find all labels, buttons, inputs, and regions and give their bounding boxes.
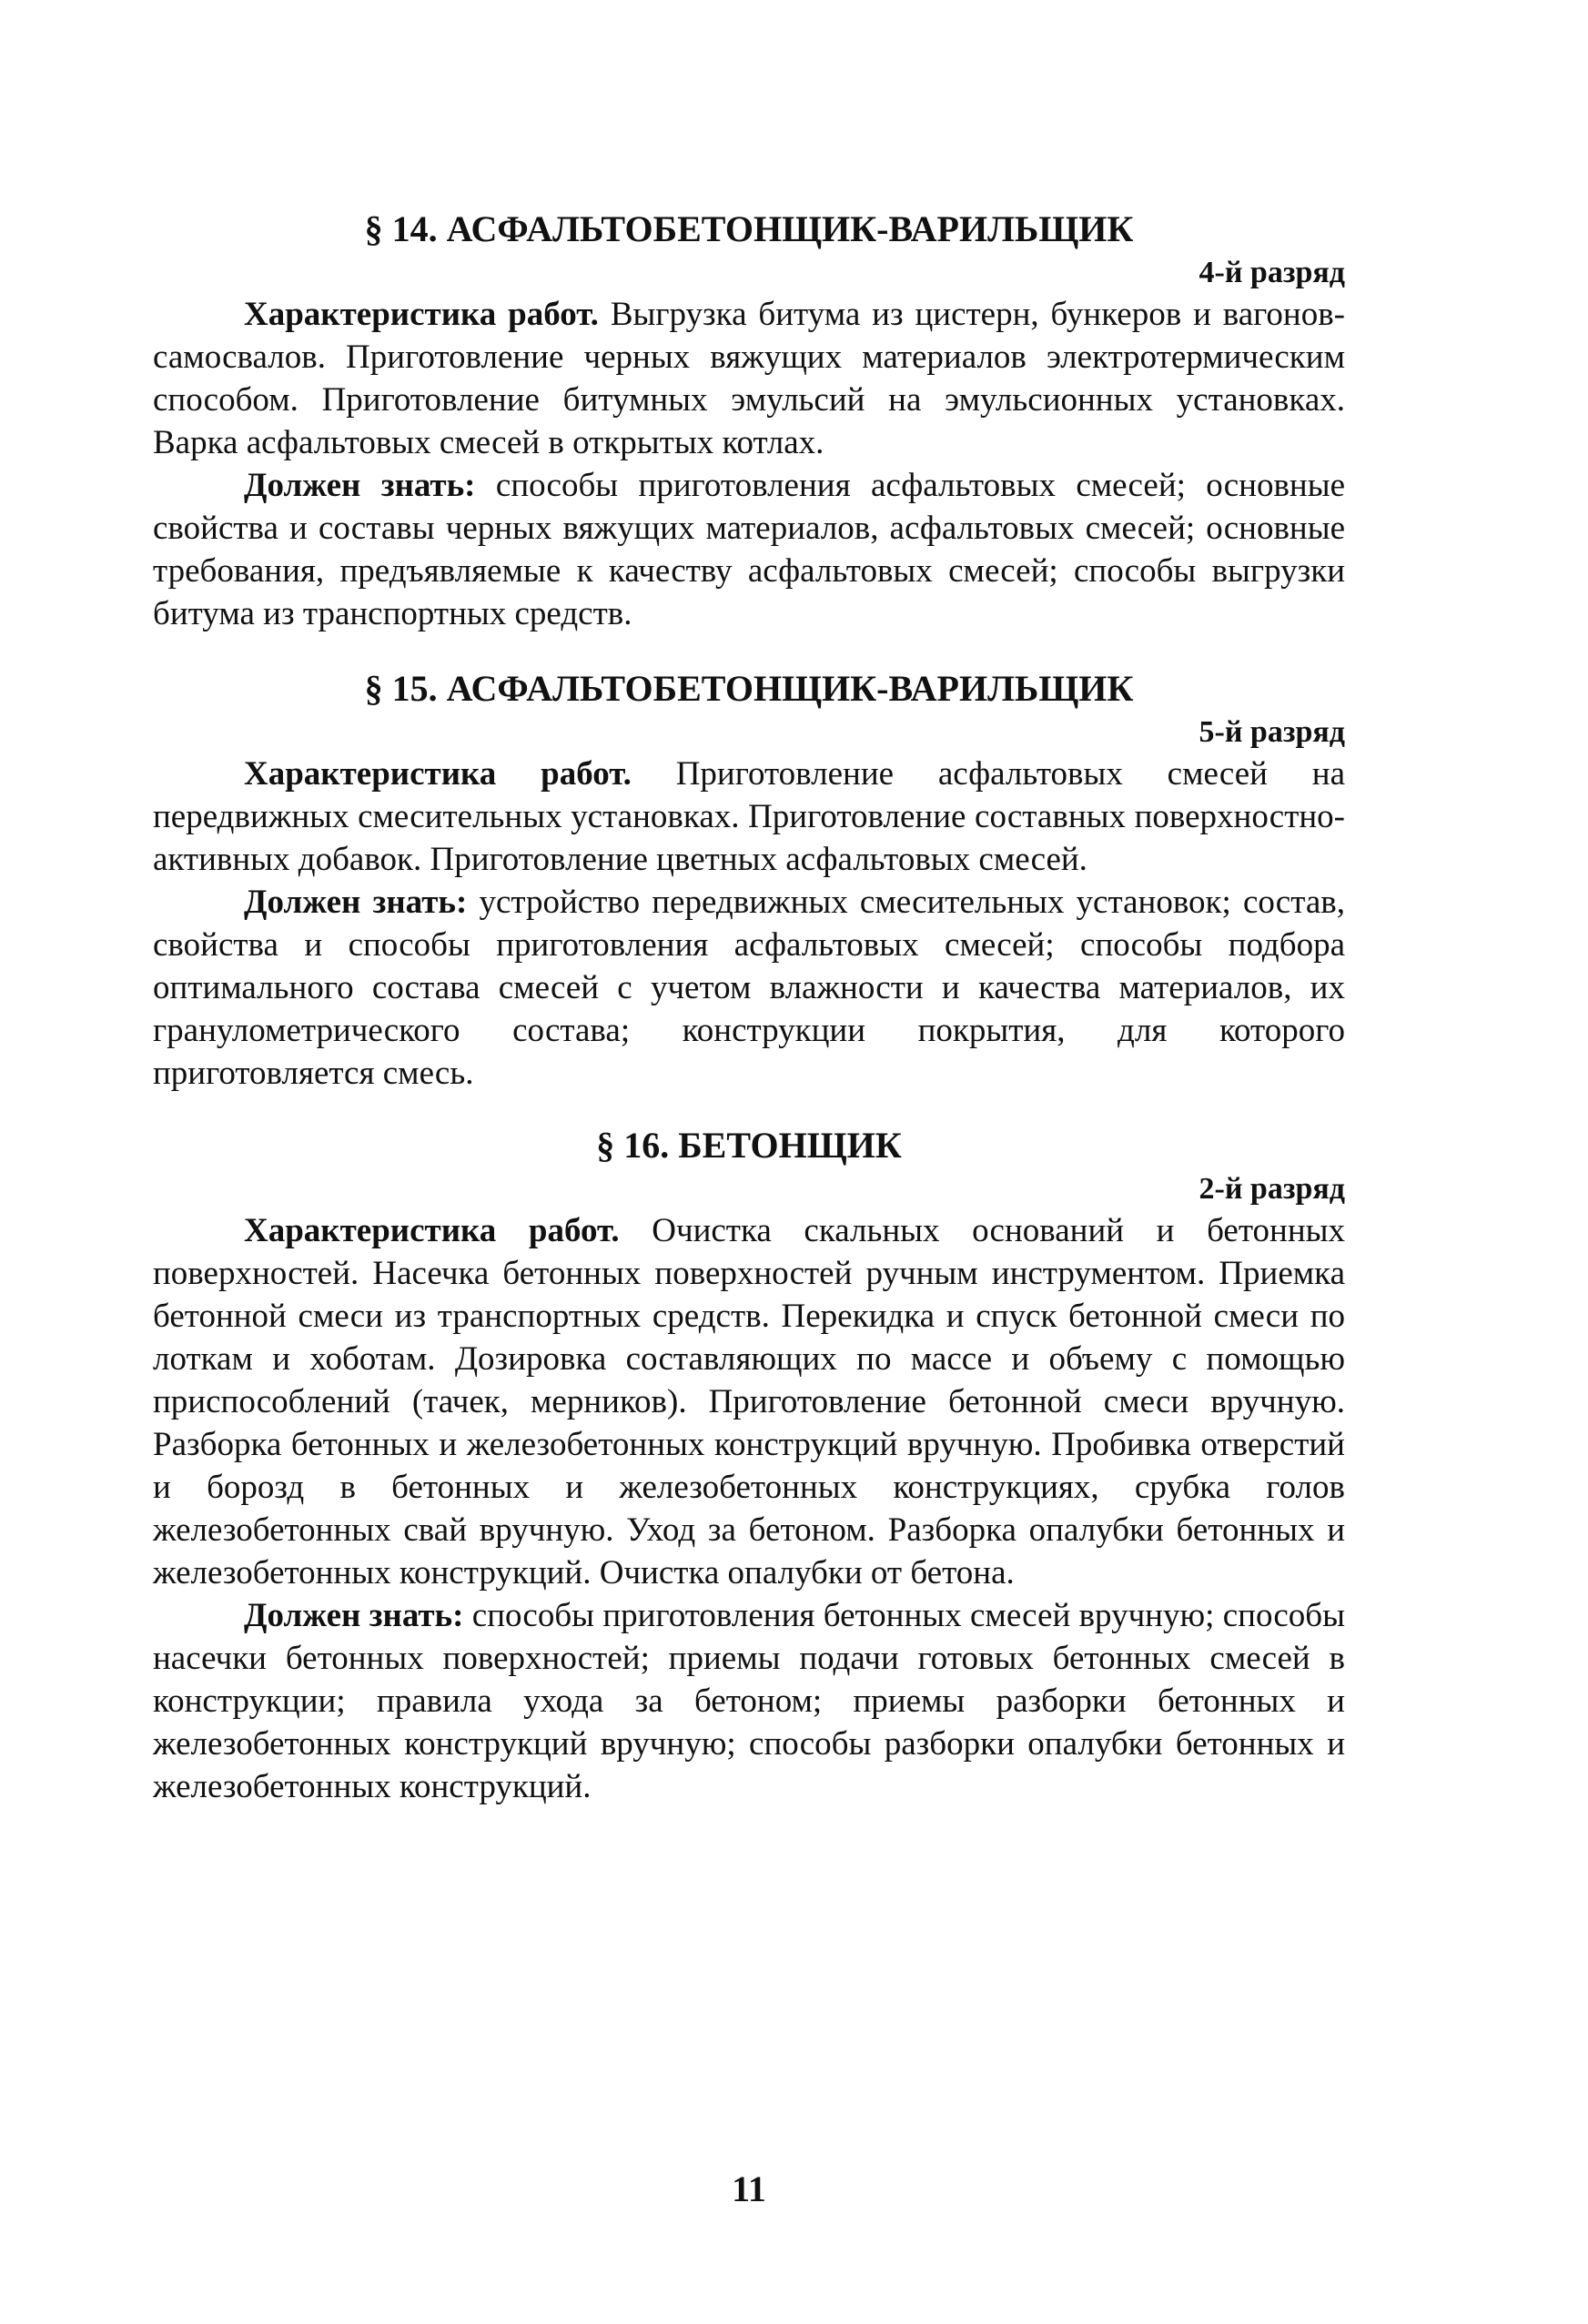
- section-15: [153, 667, 1345, 1095]
- knowledge-requirements: [153, 1594, 1345, 1808]
- work-label: Характеристика работ.: [244, 296, 599, 333]
- work-description: [153, 753, 1345, 881]
- know-label: Должен знать:: [244, 884, 468, 921]
- section-title: § 15. АСФАЛЬТОБЕТОНЩИК-ВАРИЛЬЩИК: [364, 668, 1134, 709]
- work-text: Очистка скальных оснований и бетонных поверхностей. Насечка бетонных поверхностей ручным инструментом. Приемка бетонной смеси из транспортных средств. Перекидка и спуск бетонной смеси по лоткам и хоботам. Дозировка составляющих по массе и объему с помощью приспособлений (тачек, мерников). Приготовление бетонной смеси вручную. Разборка бетонных и железобетонных конструкций вручную. Пробивка отверстий и борозд в бетонных и железобетонных конструкциях, срубка голов железобетонных свай вручную. Уход за бетоном. Разборка опалубки бетонных и железобетонных конструкций. Очистка опалубки от бетона.: [153, 1212, 1345, 1591]
- document-page: [153, 0, 1345, 2324]
- section-title: § 14. АСФАЛЬТОБЕТОНЩИК-ВАРИЛЬЩИК: [364, 208, 1134, 249]
- knowledge-requirements: [153, 464, 1345, 635]
- work-description: [153, 293, 1345, 464]
- work-text: Приготовление асфальтовых смесей на передвижных смесительных установках. Приготовление составных поверхностно-активных добавок. Приготовление цветных асфальтовых смесей.: [153, 755, 1345, 878]
- section-14: [153, 207, 1345, 635]
- know-text: устройство передвижных смесительных установок; состав, свойства и способы приготовления асфальтовых смесей; способы подбора оптимального состава смесей с учетом влажности и качества материалов, их гранулометрического состава; конструкции покрытия, для которого приготовляется смесь.: [153, 884, 1345, 1092]
- section-title: § 16. БЕТОНЩИК: [596, 1125, 902, 1166]
- work-description: [153, 1209, 1345, 1594]
- know-text: способы приготовления бетонных смесей вручную; способы насечки бетонных поверхностей; приемы подачи готовых бетонных смесей в конструкции; правила ухода за бетоном; приемы разборки бетонных и железобетонных конструкций вручную; способы разборки опалубки бетонных и железобетонных конструкций.: [153, 1597, 1345, 1805]
- work-label: Характеристика работ.: [244, 1212, 620, 1249]
- knowledge-requirements: [153, 881, 1345, 1095]
- section-grade: 5-й разряд: [1199, 715, 1345, 749]
- section-grade: 4-й разряд: [1199, 256, 1345, 289]
- work-label: Характеристика работ.: [244, 755, 632, 793]
- section-16: [153, 1124, 1345, 1808]
- know-label: Должен знать:: [244, 1597, 464, 1634]
- page-number: 11: [732, 2168, 766, 2209]
- work-text: Выгрузка битума из цистерн, бункеров и вагонов-самосвалов. Приготовление черных вяжущих материалов электротермическим способом. Приготовление битумных эмульсий на эмульсионных установках. Варка асфальтовых смесей в открытых котлах.: [153, 296, 1346, 461]
- know-label: Должен знать:: [244, 467, 476, 504]
- section-grade: 2-й разряд: [1199, 1172, 1345, 1206]
- know-text: способы приготовления асфальтовых смесей; основные свойства и составы черных вяжущих материалов, асфальтовых смесей; основные требования, предъявляемые к качеству асфальтовых смесей; способы выгрузки битума из транспортных средств.: [153, 467, 1345, 632]
